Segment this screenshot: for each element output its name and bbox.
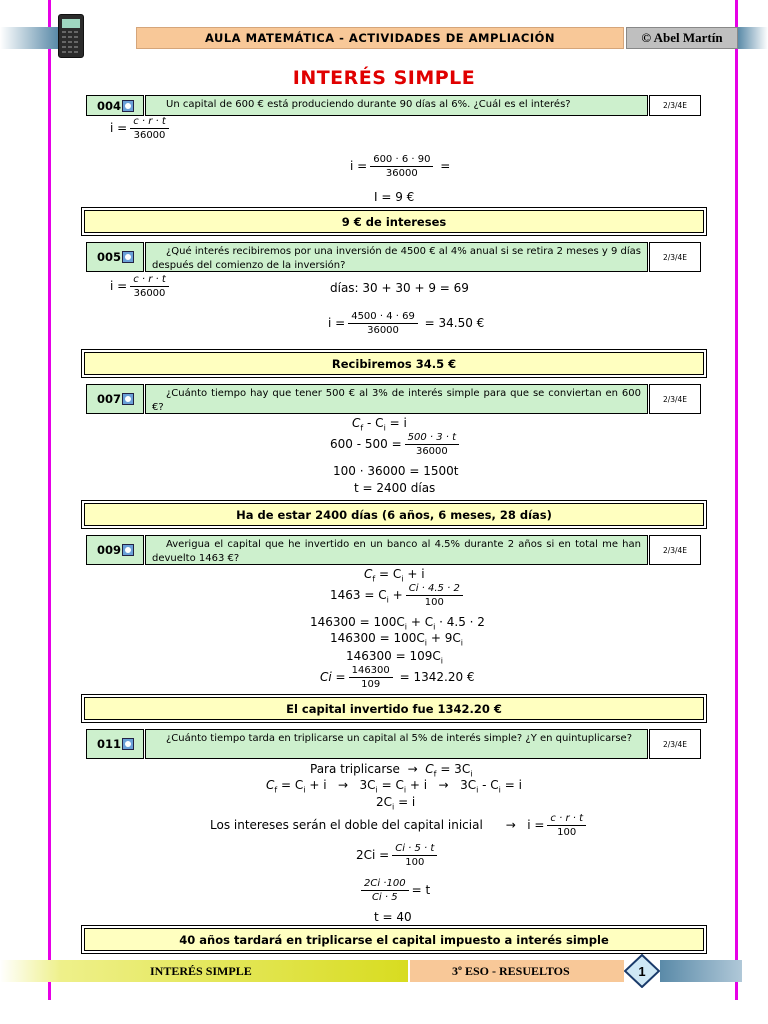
problem-statement: ¿Cuánto tiempo hay que tener 500 € al 3% de interés simple para que se conviertan en 600 €? bbox=[145, 384, 648, 414]
answer-box: Ha de estar 2400 días (6 años, 6 meses, 28 días) bbox=[84, 503, 704, 526]
problem-level: 2/3/4E bbox=[649, 384, 701, 414]
math-line: 2Ci = $\frac{Ci \cdot 5 \cdot t}{100}$ bbox=[356, 843, 440, 868]
math-line: Ci = $\frac{146300}{109}$ = 1342.20 € bbox=[320, 665, 475, 690]
problem-level: 2/3/4E bbox=[649, 729, 701, 759]
math-line: Los intereses serán el doble del capital inicial → i = $\frac{c \cdot r \cdot t}{100}$ bbox=[210, 813, 589, 838]
math-line: i = $\frac{4500 \cdot 4 \cdot 69}{36000}$ = 34.50 € bbox=[328, 311, 485, 336]
math-line: $146300 = 100C_i + C_i \cdot 4.5 \cdot 2$ bbox=[310, 615, 485, 632]
math-line: Para triplicarse → $C_f = 3C_i$ bbox=[310, 762, 473, 779]
answer-box: Recibiremos 34.5 € bbox=[84, 352, 704, 375]
math-line: i = $\frac{600 \cdot 6 \cdot 90}{36000}$ = bbox=[350, 154, 451, 179]
problem-link-icon[interactable] bbox=[122, 544, 134, 556]
math-line: $C_f - C_i = i$ bbox=[352, 416, 407, 433]
math-line: $2C_i = i$ bbox=[376, 795, 416, 812]
right-margin-rule bbox=[735, 0, 738, 1000]
math-line: $146300 = 100C_i + 9C_i$ bbox=[330, 631, 463, 648]
problem-number: 005 bbox=[86, 242, 144, 272]
formula: i = $\frac{c \cdot r \cdot t}{36000}$ bbox=[110, 274, 172, 299]
problem-statement: Un capital de 600 € está produciendo durante 90 días al 6%. ¿Cuál es el interés? bbox=[145, 95, 648, 116]
problem-link-icon[interactable] bbox=[122, 100, 134, 112]
math-line: t = 2400 días bbox=[354, 481, 436, 495]
answer-box: El capital invertido fue 1342.20 € bbox=[84, 697, 704, 720]
problem-level: 2/3/4E bbox=[649, 535, 701, 565]
page-number: 1 bbox=[638, 964, 646, 979]
problem-link-icon[interactable] bbox=[122, 738, 134, 750]
answer-box: 9 € de intereses bbox=[84, 210, 704, 233]
math-line: t = 40 bbox=[374, 910, 412, 924]
math-line: $146300 = 109C_i$ bbox=[346, 649, 444, 666]
math-line: $\frac{2Ci \cdot 100}{Ci \cdot 5}$ = t bbox=[358, 878, 430, 903]
footer-level: 3º ESO - RESUELTOS bbox=[410, 960, 624, 982]
left-margin-rule bbox=[48, 0, 51, 1000]
header-band-right bbox=[738, 27, 768, 49]
problem-statement: Averigua el capital que he invertido en un banco al 4.5% durante 2 años si en total me han devuelto 1463 €? bbox=[145, 535, 648, 565]
footer-band-right bbox=[660, 960, 742, 982]
footer-topic: INTERÉS SIMPLE bbox=[0, 960, 408, 982]
math-line: $C_f = C_i + i$ → $3C_i = C_i + i$ → $3C_i - C_i = i$ bbox=[266, 778, 522, 795]
problem-number: 011 bbox=[86, 729, 144, 759]
math-line: $C_f = C_i + i$ bbox=[364, 567, 425, 584]
math-line: 600 - 500 = $\frac{500 \cdot 3 \cdot t}{36000}$ bbox=[330, 432, 462, 457]
problem-number: 004 bbox=[86, 95, 144, 116]
math-line: $1463 = C_i$ + $\frac{Ci \cdot 4.5 \cdot 2}{100}$ bbox=[330, 583, 466, 608]
math-line: I = 9 € bbox=[374, 190, 415, 204]
header-title: AULA MATEMÁTICA - ACTIVIDADES DE AMPLIACIÓN bbox=[136, 27, 624, 49]
math-line: días: 30 + 30 + 9 = 69 bbox=[330, 281, 469, 295]
answer-box: 40 años tardará en triplicarse el capital impuesto a interés simple bbox=[84, 928, 704, 951]
problem-number: 009 bbox=[86, 535, 144, 565]
problem-statement: ¿Qué interés recibiremos por una inversión de 4500 € al 4% anual si se retira 2 meses y 9 días después del comienzo de la inversión? bbox=[145, 242, 648, 272]
problem-link-icon[interactable] bbox=[122, 393, 134, 405]
header-author: © Abel Martín bbox=[626, 27, 738, 49]
page-title: INTERÉS SIMPLE bbox=[292, 67, 476, 89]
calculator-icon bbox=[58, 14, 84, 58]
header-band-left bbox=[0, 27, 58, 49]
problem-statement: ¿Cuánto tiempo tarda en triplicarse un capital al 5% de interés simple? ¿Y en quintuplicarse? bbox=[145, 729, 648, 759]
problem-link-icon[interactable] bbox=[122, 251, 134, 263]
page-number-badge bbox=[624, 954, 660, 988]
formula: i = $\frac{c \cdot r \cdot t}{36000}$ bbox=[110, 116, 172, 141]
problem-number: 007 bbox=[86, 384, 144, 414]
problem-level: 2/3/4E bbox=[649, 242, 701, 272]
math-line: 100 · 36000 = 1500t bbox=[333, 464, 459, 478]
problem-level: 2/3/4E bbox=[649, 95, 701, 116]
